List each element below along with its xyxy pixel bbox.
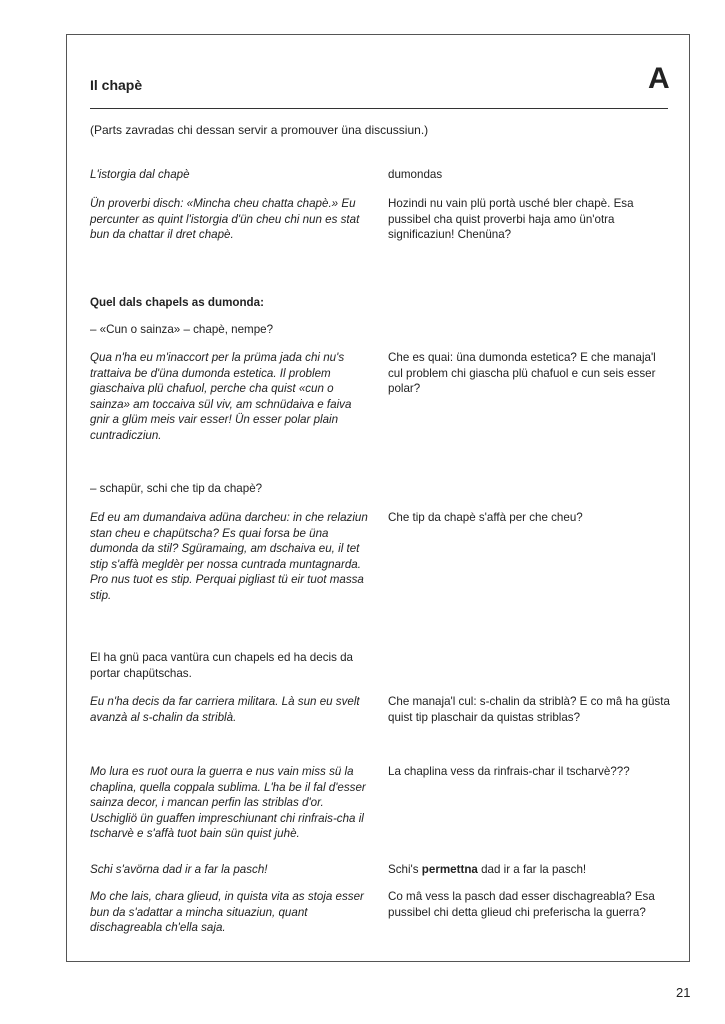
title-rule [90,108,668,109]
right-paragraph-1: Hozindi nu vain plü portà usché bler chapè. Esa pussibel cha quist proverbi haja amo ün'otra significaziun! Chenüna? [388,197,634,241]
left-paragraph-3: Ed eu am dumandaiva adüna darcheu: in che relaziun stan cheu e chapütscha? Es quai forsa be üna dumonda da stil? Sgüramaing, am dschaiva eu, il tet stip s'affà megldèr per nossa cuntrada muntagnarda. Pro nus tuot es stip. Perquai pigliast tü eir tuot massa stip. [90,511,368,602]
plain-paragraph-1: El ha gnü paca vantüra cun chapels ed ha decis da portar chapütschas. [90,651,353,680]
right-paragraph-4: Che manaja'l cul: s-chalin da striblà? E co mâ ha güsta quist tip plaschair da quistas striblas? [388,695,670,724]
left-heading: L'istorgia dal chapè [90,168,190,181]
section-heading: Quel dals chapels as dumonda: [90,296,264,309]
intro-note: (Parts zavradas chi dessan servir a promouver üna discussiun.) [90,123,429,137]
left-paragraph-1: Ün proverbi disch: «Mincha cheu chatta chapè.» Eu percunter as quint l'istorgia d'ün cheu chi nun es stat bun da chattar il dret chapè. [90,197,360,241]
dash-line-1: – «Cun o sainza» – chapè, nempe? [90,323,274,336]
right-6-post: dad ir a far la pasch! [477,863,587,876]
page-number: 21 [676,985,691,1000]
right-heading: dumondas [388,168,443,181]
right-6-pre: Schi's [388,863,422,876]
left-paragraph-5: Mo lura es ruot oura la guerra e nus vain miss sü la chaplina, quella coppala sublima. L'ha be il fal d'esser sainza decor, i mancan perfin las striblas d'or. Uschigliö ün guaffen impreschiunant chi rinfrais-cha il tscharvè e s'affà tuot bain sün quist juhè. [90,765,366,840]
left-paragraph-4: Eu n'ha decis da far carriera militara. Là sun eu svelt avanzà al s-chalin da striblà. [90,695,360,724]
left-paragraph-7: Mo che lais, chara glieud, in quista vita as stoja esser bun da s'adattar a mincha situaziun, quant dischagreabla ch'ella saja. [90,890,364,934]
dash-line-2: – schapür, schi che tip da chapè? [90,482,263,495]
left-paragraph-6: Schi s'avörna dad ir a far la pasch! [90,863,268,876]
right-paragraph-5: La chaplina vess da rinfrais-char il tscharvè??? [388,765,630,778]
section-letter: A [648,62,670,95]
page-title: Il chapè [90,77,143,93]
right-paragraph-2: Che es quai: üna dumonda estetica? E che manaja'l cul problem chi giascha plü chafuol e cun seis esser polar? [388,351,656,395]
right-paragraph-7: Co mâ vess la pasch dad esser dischagreabla? Esa pussibel chi detta glieud chi preferischa la guerra? [388,890,655,919]
right-paragraph-6 [388,862,672,878]
left-paragraph-2: Qua n'ha eu m'inaccort per la prüma jada chi nu's trattaiva be d'üna dumonda estetica. Il problem giaschaiva plü chafuol, perche cha quist «cun o sainza» am toccaiva sül viv, am schnüdaiva e faiva gnir a glüm meis vair esser! Ün esser polar plain cuntradicziun. [90,351,352,442]
right-paragraph-3: Che tip da chapè s'affà per che cheu? [388,511,583,524]
right-6-bold: permettna [421,863,478,876]
